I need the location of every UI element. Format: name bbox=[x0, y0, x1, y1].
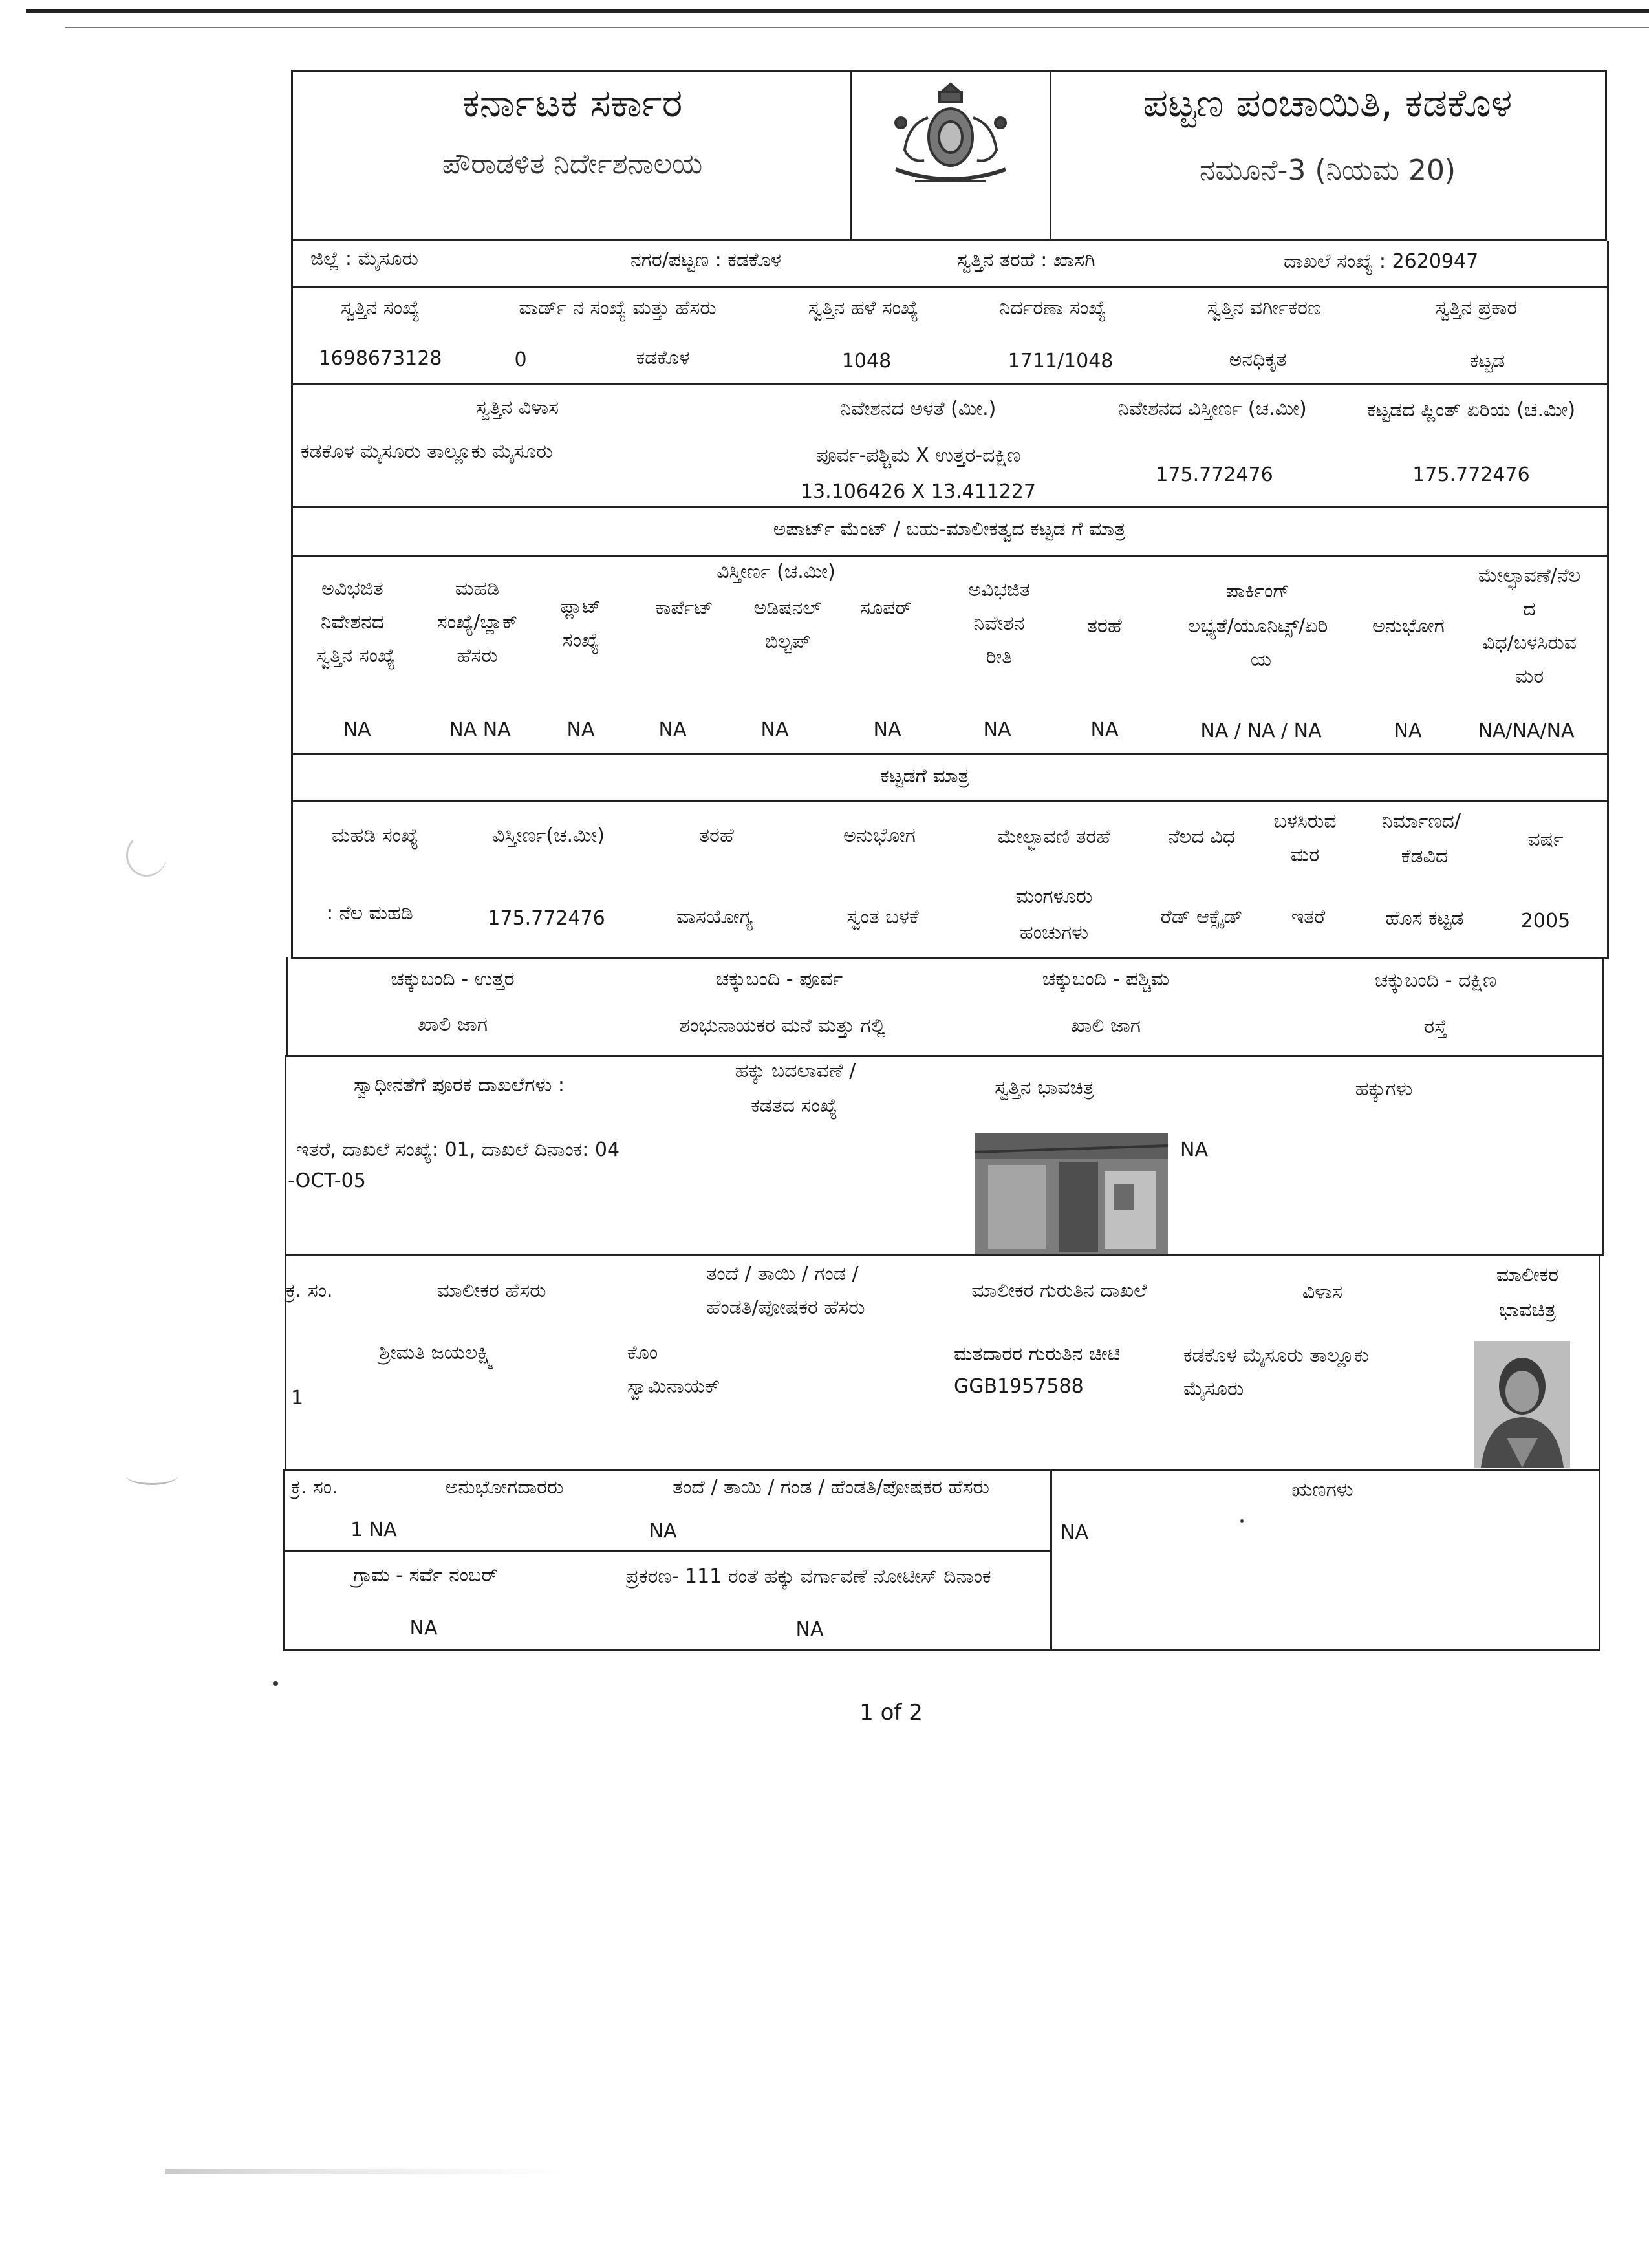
apt-value-type: NA bbox=[1090, 718, 1119, 741]
owner-id-type: ಮತದಾರರ ಗುರುತಿನ ಚೀಟಿ bbox=[954, 1343, 1121, 1365]
kind-value: ಕಟ್ಟಡ bbox=[1469, 350, 1505, 372]
apt-h-flat-2: ಸಂಖ್ಯೆ bbox=[562, 629, 599, 652]
owner-address-2: ಮೈಸೂರು bbox=[1183, 1378, 1244, 1400]
bld-year-value: 2005 bbox=[1520, 910, 1571, 932]
owner-h-address: ವಿಳಾಸ bbox=[1302, 1281, 1343, 1303]
owner-photo bbox=[1474, 1341, 1570, 1468]
dims-value: 13.106426 X 13.411227 bbox=[800, 480, 1037, 503]
apt-h-undivided-site-3: ರೀತಿ bbox=[986, 646, 1013, 669]
scan-top-edge bbox=[26, 9, 1649, 13]
scan-top-edge-thin bbox=[65, 27, 1649, 28]
owner-address-1: ಕಡಕೊಳ ಮೈಸೂರು ತಾಲ್ಲೂಕು bbox=[1183, 1344, 1369, 1367]
bld-wood-value: ಇತರೆ bbox=[1291, 906, 1326, 928]
apt-value-floor: NA NA bbox=[449, 718, 511, 741]
header-old-no: ಸ್ವತ್ತಿನ ಹಳೆ ಸಂಖ್ಯೆ bbox=[808, 297, 919, 319]
apt-h-usage: ಅನುಭೋಗ bbox=[1372, 615, 1445, 637]
apt-h-undivided-1: ಅವಿಭಜಿತ bbox=[321, 577, 383, 600]
panchayat-name: ಪಟ್ಟಣ ಪಂಚಾಯಿತಿ, ಕಡಕೊಳ bbox=[1143, 81, 1513, 126]
property-type-field: ಸ್ವತ್ತಿನ ತರಹೆ : ಖಾಸಗಿ bbox=[957, 249, 1095, 272]
bld-construction-value: ಹೊಸ ಕಟ್ಟಡ bbox=[1385, 907, 1464, 930]
scan-dot bbox=[273, 1681, 278, 1686]
header-property-no: ಸ್ವತ್ತಿನ ಸಂಖ್ಯೆ bbox=[340, 297, 420, 319]
survey-header: ಗ್ರಾಮ - ಸರ್ವೆ ನಂಬರ್ bbox=[353, 1564, 498, 1587]
apt-value-flat: NA bbox=[566, 718, 595, 741]
owner-id-number: GGB1957588 bbox=[954, 1375, 1084, 1398]
occupant-h-sl: ಕ್ರ. ಸಂ. bbox=[291, 1476, 338, 1499]
bld-area-value: 175.772476 bbox=[488, 907, 605, 930]
owner-h-id: ಮಾಲೀಕರ ಗುರುತಿನ ದಾಖಲೆ bbox=[971, 1279, 1147, 1302]
boundary-east-label: ಚಕ್ಕುಬಂದಿ - ಪೂರ್ವ bbox=[715, 968, 843, 990]
liabilities-header: ಋಣಗಳು bbox=[1291, 1479, 1353, 1501]
apt-h-type: ತರಹೆ bbox=[1087, 615, 1122, 637]
notice-value: NA bbox=[795, 1618, 824, 1641]
bld-h-wood-2: ಮರ bbox=[1290, 844, 1320, 866]
boundary-west-value: ಖಾಲಿ ಜಾಗ bbox=[1070, 1014, 1141, 1037]
apt-h-undivided-site-1: ಅವಿಭಜಿತ bbox=[968, 579, 1030, 601]
rights-value: NA bbox=[1180, 1139, 1208, 1161]
rights-header: ಹಕ್ಕುಗಳು bbox=[1355, 1078, 1413, 1100]
apt-h-roof-4: ಮರ bbox=[1514, 665, 1544, 688]
occupant-h-name: ಅನುಭೋಗದಾರರು bbox=[445, 1476, 564, 1499]
apt-h-carpet: ಕಾರ್ಪೆಟ್ bbox=[655, 597, 713, 619]
district-field: ಜಿಲ್ಲೆ : ಮೈಸೂರು bbox=[310, 248, 418, 270]
apt-h-flat-1: ಫ್ಲಾಟ್ bbox=[560, 595, 601, 618]
bld-type-value: ವಾಸಯೋಗ್ಯ bbox=[676, 906, 753, 928]
bld-h-construction-1: ನಿರ್ಮಾಣದ/ bbox=[1381, 810, 1461, 833]
boundary-north-label: ಚಕ್ಕುಬಂದಿ - ಉತ್ತರ bbox=[391, 968, 515, 990]
apt-value-usage: NA bbox=[1394, 720, 1422, 742]
bld-h-construction-2: ಕೆಡವಿದ bbox=[1401, 845, 1449, 868]
old-number: 1048 bbox=[841, 350, 892, 372]
bld-roof-value-2: ಹಂಚುಗಳು bbox=[1019, 921, 1089, 944]
apt-h-additional-1: ಅಡಿಷನಲ್ bbox=[753, 597, 822, 619]
bld-usage-value: ಸ್ವಂತ ಬಳಕೆ bbox=[846, 906, 919, 928]
boundary-south-value: ರಸ್ತೆ bbox=[1424, 1016, 1447, 1038]
owner-relation-2: ಸ್ವಾಮಿನಾಯಕ್ bbox=[627, 1375, 720, 1398]
karnataka-emblem-icon bbox=[870, 72, 1031, 202]
header-site-dims: ನಿವೇಶನದ ಅಳತೆ (ಮೀ.) bbox=[840, 398, 997, 420]
header-classification: ಸ್ವತ್ತಿನ ವರ್ಗೀಕರಣ bbox=[1207, 297, 1322, 319]
ward-number: 0 bbox=[514, 348, 527, 371]
apt-h-floor-1: ಮಹಡಿ bbox=[455, 577, 500, 600]
occupant-row: 1 NA bbox=[350, 1519, 397, 1541]
survey-value: NA bbox=[409, 1617, 438, 1640]
apt-h-undivided-2: ನಿವೇಶನದ bbox=[320, 611, 385, 634]
property-photo-header: ಸ್ವತ್ತಿನ ಭಾವಚಿತ್ರ bbox=[995, 1076, 1094, 1099]
bld-h-usage: ಅನುಭೋಗ bbox=[843, 824, 916, 847]
apt-value-super: NA bbox=[873, 718, 901, 741]
boundary-east-value: ಶಂಭುನಾಯಕರ ಮನೆ ಮತ್ತು ಗಲ್ಲಿ bbox=[679, 1014, 886, 1037]
header-address: ಸ್ವತ್ತಿನ ವಿಳಾಸ bbox=[475, 396, 559, 419]
docs-header: ಸ್ವಾಧೀನತೆಗೆ ಪೂರಕ ದಾಖಲೆಗಳು : bbox=[353, 1074, 565, 1097]
form-number: ನಮೂನೆ-3 (ನಿಯಮ 20) bbox=[1199, 154, 1456, 187]
header-kind: ಸ್ವತ್ತಿನ ಪ್ರಕಾರ bbox=[1435, 297, 1518, 319]
ward-name: ಕಡಕೊಳ bbox=[636, 347, 690, 369]
bld-floor-value: : ನೆಲ ಮಹಡಿ bbox=[327, 902, 413, 925]
building-title: ಕಟ್ಟಡಗೆ ಮಾತ್ರ bbox=[880, 765, 969, 787]
apt-value-undivided: NA bbox=[343, 718, 371, 741]
hole-punch-mark-2 bbox=[126, 1466, 178, 1485]
owner-relation-1: ಕೊಂ bbox=[627, 1342, 658, 1364]
owner-h-photo-1: ಮಾಲೀಕರ bbox=[1496, 1264, 1559, 1287]
apt-h-floor-3: ಹೆಸರು bbox=[457, 645, 498, 667]
bld-h-roof: ಮೇಲ್ಛಾವಣಿ ತರಹೆ bbox=[997, 826, 1111, 848]
bld-h-floor: ಮಹಡಿ ಸಂಖ್ಯೆ bbox=[331, 824, 419, 847]
scan-smudge bbox=[165, 2169, 566, 2174]
assessment-number: 1711/1048 bbox=[1008, 350, 1114, 372]
header-site-area: ನಿವೇಶನದ ವಿಸ್ತೀರ್ಣ (ಚ.ಮೀ) bbox=[1118, 398, 1307, 420]
apt-h-roof-1: ಮೇಲ್ಛಾವಣೆ/ನೆಲ bbox=[1478, 564, 1581, 587]
hole-punch-mark bbox=[126, 834, 167, 877]
apt-value-carpet: NA bbox=[658, 718, 687, 741]
liabilities-value: NA bbox=[1061, 1521, 1088, 1544]
property-photo bbox=[975, 1133, 1168, 1254]
header-assessment-no: ನಿರ್ದರಣಾ ಸಂಖ್ಯೆ bbox=[999, 297, 1106, 319]
apt-h-roof-2: ದ bbox=[1523, 598, 1536, 621]
apt-h-roof-3: ವಿಧ/ಬಳಸಿರುವ bbox=[1482, 632, 1577, 654]
classification-value: ಅನಧಿಕೃತ bbox=[1229, 348, 1287, 371]
boundary-south-label: ಚಕ್ಕುಬಂದಿ - ದಕ್ಷಿಣ bbox=[1374, 969, 1497, 992]
doc-line-2: -OCT-05 bbox=[288, 1170, 366, 1192]
scan-dot-2 bbox=[1240, 1519, 1244, 1523]
plinth-area-value: 175.772476 bbox=[1412, 464, 1530, 486]
town-field: ನಗರ/ಪಟ್ಟಣ : ಕಡಕೊಳ bbox=[630, 249, 782, 272]
owner-h-sl: ಕ್ರ. ಸಂ. bbox=[286, 1279, 333, 1302]
directorate-name: ಪೌರಾಡಳಿತ ನಿರ್ದೇಶನಾಲಯ bbox=[442, 147, 703, 180]
owner-name: ಶ್ರೀಮತಿ ಜಯಲಕ್ಷ್ಮಿ bbox=[379, 1342, 494, 1364]
apt-h-undivided-site-2: ನಿವೇಶನ bbox=[973, 612, 1025, 635]
owner-h-relation-1: ತಂದೆ / ತಾಯಿ / ಗಂಡ / bbox=[706, 1263, 859, 1285]
occupant-relation: NA bbox=[649, 1520, 677, 1543]
property-number: 1698673128 bbox=[318, 347, 442, 370]
apt-value-roof: NA/NA/NA bbox=[1478, 720, 1575, 742]
owner-sl: 1 bbox=[291, 1387, 304, 1409]
owner-h-photo-2: ಭಾವಚಿತ್ರ bbox=[1499, 1299, 1556, 1321]
gov-name: ಕರ್ನಾಟಕ ಸರ್ಕಾರ bbox=[462, 81, 683, 126]
apt-h-parking-3: ಯ bbox=[1250, 648, 1272, 671]
record-number-field: ದಾಖಲೆ ಸಂಖ್ಯೆ : 2620947 bbox=[1284, 250, 1479, 273]
page-number: 1 of 2 bbox=[859, 1700, 923, 1726]
transfer-header-2: ಕಡತದ ಸಂಖ್ಯೆ bbox=[751, 1095, 837, 1117]
bld-h-floor-type: ನೆಲದ ವಿಧ bbox=[1167, 826, 1236, 848]
apt-value-additional: NA bbox=[760, 718, 789, 741]
site-area-value: 175.772476 bbox=[1156, 464, 1273, 486]
bld-roof-value-1: ಮಂಗಳೂರು bbox=[1015, 885, 1093, 908]
apt-h-parking-2: ಲಭ್ಯತೆ/ಯೂನಿಟ್ಸ್/ಏರಿ bbox=[1187, 615, 1328, 637]
apt-h-area-group: ವಿಸ್ತೀರ್ಣ (ಚ.ಮೀ) bbox=[717, 561, 835, 583]
transfer-header-1: ಹಕ್ಕು ಬದಲಾವಣೆ / bbox=[735, 1060, 856, 1082]
dims-label: ಪೂರ್ವ-ಪಶ್ಚಿಮ X ಉತ್ತರ-ದಕ್ಷಿಣ bbox=[815, 444, 1021, 467]
apt-value-parking: NA / NA / NA bbox=[1200, 720, 1322, 742]
notice-header: ಪ್ರಕರಣ- 111 ರಂತೆ ಹಕ್ಕು ವರ್ಗಾವಣೆ ನೋಟೀಸ್ ದಿನಾಂಕ bbox=[625, 1565, 991, 1588]
occupant-h-relation: ತಂದೆ / ತಾಯಿ / ಗಂಡ / ಹೆಂಡತಿ/ಪೋಷಕರ ಹೆಸರು bbox=[673, 1476, 989, 1499]
boundary-west-label: ಚಕ್ಕುಬಂದಿ - ಪಶ್ಚಿಮ bbox=[1042, 968, 1170, 990]
bld-floor-type-value: ರೆಡ್ ಆಕ್ಸೈಡ್ bbox=[1160, 906, 1243, 928]
apartment-title: ಅಪಾರ್ಟ್ ಮೆಂಟ್ / ಬಹು-ಮಾಲೀಕತ್ವದ ಕಟ್ಟಡ ಗೆ ಮಾತ್ರ bbox=[773, 518, 1126, 540]
apt-h-undivided-3: ಸ್ವತ್ತಿನ ಸಂಖ್ಯೆ bbox=[316, 645, 396, 667]
owner-h-relation-2: ಹೆಂಡತಿ/ಪೋಷಕರ ಹೆಸರು bbox=[706, 1296, 865, 1319]
apt-h-super: ಸೂಪರ್ bbox=[860, 597, 912, 619]
apt-value-undivided-site: NA bbox=[983, 718, 1011, 741]
bld-h-type: ತರಹೆ bbox=[699, 824, 734, 847]
boundary-north-value: ಖಾಲಿ ಜಾಗ bbox=[417, 1013, 488, 1036]
header-plinth-area: ಕಟ್ಟಡದ ಪ್ಲಿಂತ್ ಏರಿಯ (ಚ.ಮೀ) bbox=[1366, 399, 1576, 422]
bld-h-wood-1: ಬಳಸಿರುವ bbox=[1273, 810, 1337, 833]
bld-h-year: ವರ್ಷ bbox=[1527, 828, 1564, 851]
apt-h-parking-1: ಪಾರ್ಕಿಂಗ್ bbox=[1225, 580, 1290, 603]
header-ward: ವಾರ್ಡ್ ನ ಸಂಖ್ಯೆ ಮತ್ತು ಹೆಸರು bbox=[519, 297, 717, 319]
address-value: ಕಡಕೊಳ ಮೈಸೂರು ತಾಲ್ಲೂಕು ಮೈಸೂರು bbox=[301, 440, 553, 463]
bld-h-area: ವಿಸ್ತೀರ್ಣ(ಚ.ಮೀ) bbox=[491, 824, 605, 847]
doc-line-1: ಇತರೆ, ದಾಖಲೆ ಸಂಖ್ಯೆ: 01, ದಾಖಲೆ ದಿನಾಂಕ: 04 bbox=[296, 1139, 620, 1161]
apt-h-additional-2: ಬಿಲ್ಟಪ್ bbox=[764, 630, 811, 653]
apt-h-floor-2: ಸಂಖ್ಯೆ/ಬ್ಲಾಕ್ bbox=[436, 611, 518, 634]
owner-h-name: ಮಾಲೀಕರ ಹೆಸರು bbox=[436, 1279, 546, 1302]
